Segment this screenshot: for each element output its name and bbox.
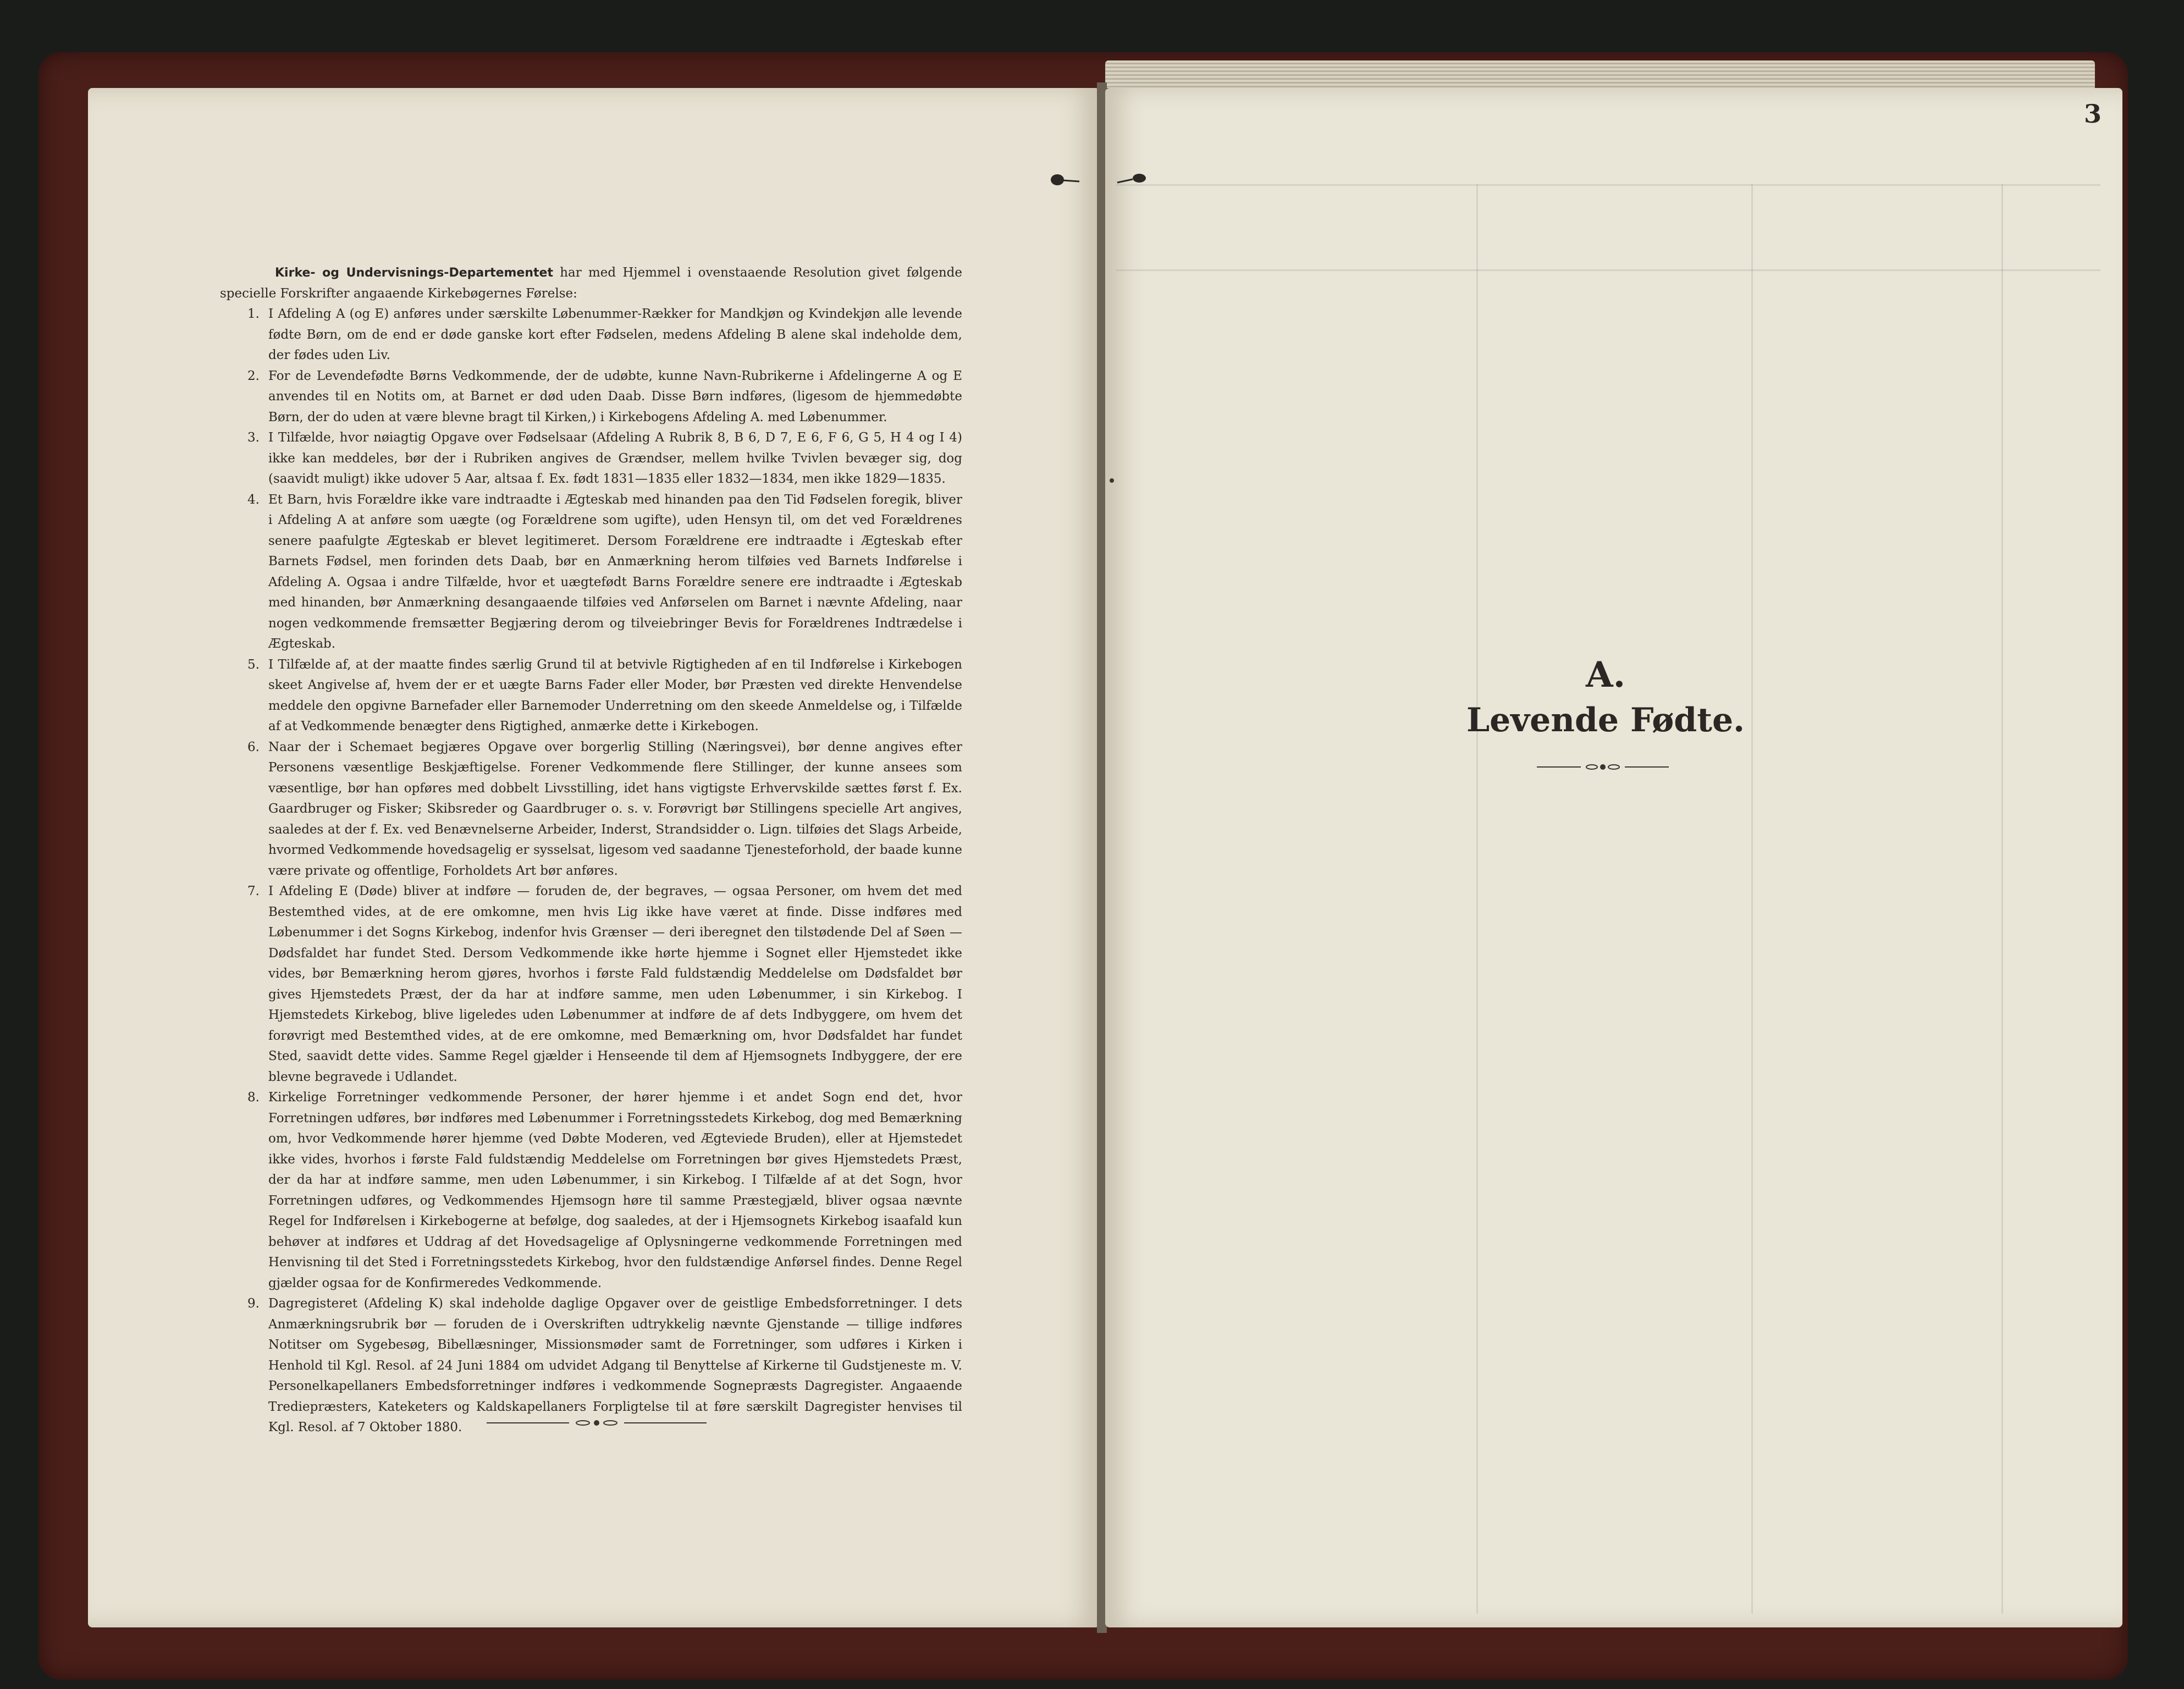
- rule-item: [220, 655, 962, 737]
- rule-number: 8.: [247, 1090, 260, 1105]
- section-title: Levende Fødte.: [1466, 701, 1745, 739]
- right-page: [1105, 88, 2122, 1627]
- rule-number: 1.: [247, 307, 260, 321]
- rule-number: 7.: [247, 884, 260, 898]
- intro-text: har med Hjemmel i ovenstaaende Resolution givet følgende specielle Forskrifter angaaende Kirkebøgernes Førelse:: [220, 266, 962, 301]
- ledger-rule: [1116, 184, 2100, 186]
- rule-text: I Tilfælde, hvor nøiagtig Opgave over Fødselsaar (Afdeling A Rubrik 8, B 6, D 7, E 6, F 6, G 5, H 4 og I 4) ikke kan meddeles, bør der i Rubriken angives de Grændser, mellem hvilke Tvivlen bevæger sig, dog (saavidt muligt) ikke udover 5 Aar, altsaa f. Ex. født 1831—1835 eller 1832—1834, men ikke 1829—1835.: [268, 430, 962, 486]
- ledger-rule: [1116, 269, 2100, 271]
- rule-item: [220, 428, 962, 490]
- clasp-icon: [1047, 172, 1080, 188]
- ledger-rule: [1751, 184, 1753, 1614]
- rule-text: Kirkelige Forretninger vedkommende Personer, der hører hjemme i et andet Sogn end det, hvor Forretningen udføres, bør indføres med Løbenummer i Forretningsstedets Kirkebog, dog med Bemærkning om, hvor Vedkommende hører hjemme (ved Døbte Moderen, ved Ægteviede Bruden), eller at Hjemstedet ikke vides, hvorhos i første Fald fuldstændig Meddelelse om Forretningen bør gives Hjemstedets Præst, der da har at indføre samme, men uden Løbenummer, i sin Kirkebog. I Tilfælde af at det Sogn, hvor Forretningen udføres, og Vedkommendes Hjemsogn høre til samme Præstegjæld, bliver ogsaa nævnte Regel for Indførelsen i Kirkebogerne at befølge, dog saaledes, at der i Hjemsognets Kirkebog isaafald kun behøver at indføres et Uddrag af det Hovedsagelige af Oplysningerne vedkommende Forretningen med Henvisning til det Sted i Forretningsstedets Kirkebog, hvor den fuldstændige Anførsel findes. Denne Regel gjælder ogsaa for de Konfirmeredes Vedkommende.: [268, 1090, 962, 1290]
- flourish-ornament: [487, 1417, 707, 1428]
- rule-item: [220, 366, 962, 428]
- intro-heading: Kirke- og Undervisnings-Departementet: [275, 266, 553, 280]
- section-letter: A.: [1586, 654, 1625, 696]
- rule-text: Naar der i Schemaet begjæres Opgave over borgerlig Stilling (Næringsvei), bør denne angives efter Personens væsentlige Beskjæftigelse. Forener Vedkommende flere Stillinger, der kunne ansees som væsentlige, bør han opføres med dobbelt Livsstilling, idet hans vigtigste Erhvervskilde sættes først f. Ex. Gaardbruger og Fisker; Skibsreder og Gaardbruger o. s. v. Forøvrigt bør Stillingens specielle Art angives, saaledes at der f. Ex. ved Benævnelserne Arbeider, Inderst, Strandsidder o. Lign. tilføies det Slags Arbeide, hvormed Vedkommende hovedsagelig er sysselsat, ligesom ved saadanne Tjenesteforhold, der baade kunne være private og offentlige, Forholdets Art bør anføres.: [268, 739, 962, 878]
- rule-text: Et Barn, hvis Forældre ikke vare indtraadte i Ægteskab med hinanden paa den Tid Fødselen foregik, bliver i Afdeling A at anføre som uægte (og Forældrene som ugifte), uden Hensyn til, om det ved Forældrenes senere paafulgte Ægteskab er blevet legitimeret. Dersom Forældrene ere indtraadte i Ægteskab efter Barnets Fødsel, men forinden dets Daab, bør en Anmærkning herom tilføies ved Barnets Indførelse i Afdeling A. Ogsaa i andre Tilfælde, hvor et uægtefødt Barns Forældre senere ere indtraadte i Ægteskab med hinanden, bør Anmærkning desangaaende tilføies ved Anførselen om Barnet i nævnte Afdeling, naar nogen vedkommende fremsætter Begjæring derom og tilveiebringer Bevis for Forældrenes Indtrædelse i Ægteskab.: [268, 492, 962, 651]
- intro-paragraph: [220, 263, 962, 304]
- rule-text: I Tilfælde af, at der maatte findes særlig Grund til at betvivle Rigtigheden af en til Indførelse i Kirkebogen skeet Angivelse af, hvem der er et uægte Barns Fader eller Moder, bør Præsten ved direkte Henvendelse meddele den opgivne Barnefader eller Barnemoder Underretning om den skeede Anmeldelse og, i Tilfælde af at Vedkommende benægter dens Rigtighed, anmærke dette i Kirkebogen.: [268, 657, 962, 733]
- rule-text: I Afdeling E (Døde) bliver at indføre — foruden de, der begraves, — ogsaa Personer, om hvem det med Bestemthed vides, at de ere omkomne, men hvis Lig ikke have været at finde. Disse indføres med Løbenummer i det Sogns Kirkebog, indenfor hvis Grænser — deri iberegnet den tilstødende Del af Søen — Dødsfaldet har fundet Sted. Dersom Vedkommende ikke hørte hjemme i Sognet eller Hjemstedet ikke vides, bør Bemærkning herom gjøres, hvorhos i første Fald fuldstændig Meddelelse om Dødsfaldet bør gives Hjemstedets Præst, der da har at indføre samme, men uden Løbenummer, i sin Kirkebog. I Hjemstedets Kirkebog, blive ligeledes uden Løbenummer at indføre de af dets Indbyggere, om hvem det forøvrigt med Bestemthed vides, at de ere omkomne, med Bemærkning om, hvor Dødsfaldet har fundet Sted, saavidt dette vides. Samme Regel gjælder i Henseende til dem af Hjemsognets Indbyggere, der ere blevne begravede i Udlandet.: [268, 884, 962, 1084]
- rule-number: 6.: [247, 739, 260, 754]
- rule-number: 5.: [247, 657, 260, 672]
- ink-speck: [1110, 478, 1114, 483]
- page-edges: [1105, 60, 2095, 88]
- rule-number: 9.: [247, 1296, 260, 1311]
- rule-number: 2.: [247, 368, 260, 383]
- ledger-rule: [1476, 184, 1478, 1614]
- rule-item: [220, 737, 962, 882]
- rule-item: [220, 1294, 962, 1438]
- rule-item: [220, 490, 962, 655]
- rule-text: For de Levendefødte Børns Vedkommende, der de udøbte, kunne Navn-Rubrikerne i Afdelingerne A og E anvendes til en Notits om, at Barnet er død uden Daab. Disse Børn indføres, (ligesom de hjemmedøbte Børn, der do uden at være blevne bragt til Kirken,) i Kirkebogens Afdeling A. med Løbenummer.: [268, 368, 962, 424]
- rule-item: [220, 1088, 962, 1294]
- ledger-rule: [2001, 184, 2003, 1614]
- rules-list: [220, 304, 962, 1438]
- regulations-text: [220, 263, 962, 1438]
- rule-number: 3.: [247, 430, 260, 445]
- rule-item: [220, 304, 962, 366]
- rule-item: [220, 881, 962, 1088]
- rule-number: 4.: [247, 492, 260, 507]
- rule-text: Dagregisteret (Afdeling K) skal indeholde daglige Opgaver over de geistlige Embedsforretninger. I dets Anmærkningsrubrik bør — foruden de i Overskriften udtrykkelig nævnte Gjenstande — tillige indføres Notitser om Sygebesøg, Bibellæsninger, Missionsmøder samt de Forretninger, som udføres i Kirken i Henhold til Kgl. Resol. af 24 Juni 1884 om udvidet Adgang til Benyttelse af Kirkerne til Gudstjeneste m. V. Personelkapellaners Embedsforretninger indføres i vedkommende Sognepræsts Dagregister. Angaaende Trediepræsters, Kateketers og Kaldskapellaners Forpligtelse til at føre særskilt Dagregister henvises til Kgl. Resol. af 7 Oktober 1880.: [268, 1296, 962, 1434]
- page-number: 3: [2084, 99, 2102, 129]
- flourish-ornament: [1537, 761, 1669, 772]
- rule-text: I Afdeling A (og E) anføres under særskilte Løbenummer-Rækker for Mandkjøn og Kvindekjøn alle levende fødte Børn, om de end er døde ganske kort efter Fødselen, medens Afdeling B alene skal indeholde dem, der fødes uden Liv.: [268, 307, 962, 362]
